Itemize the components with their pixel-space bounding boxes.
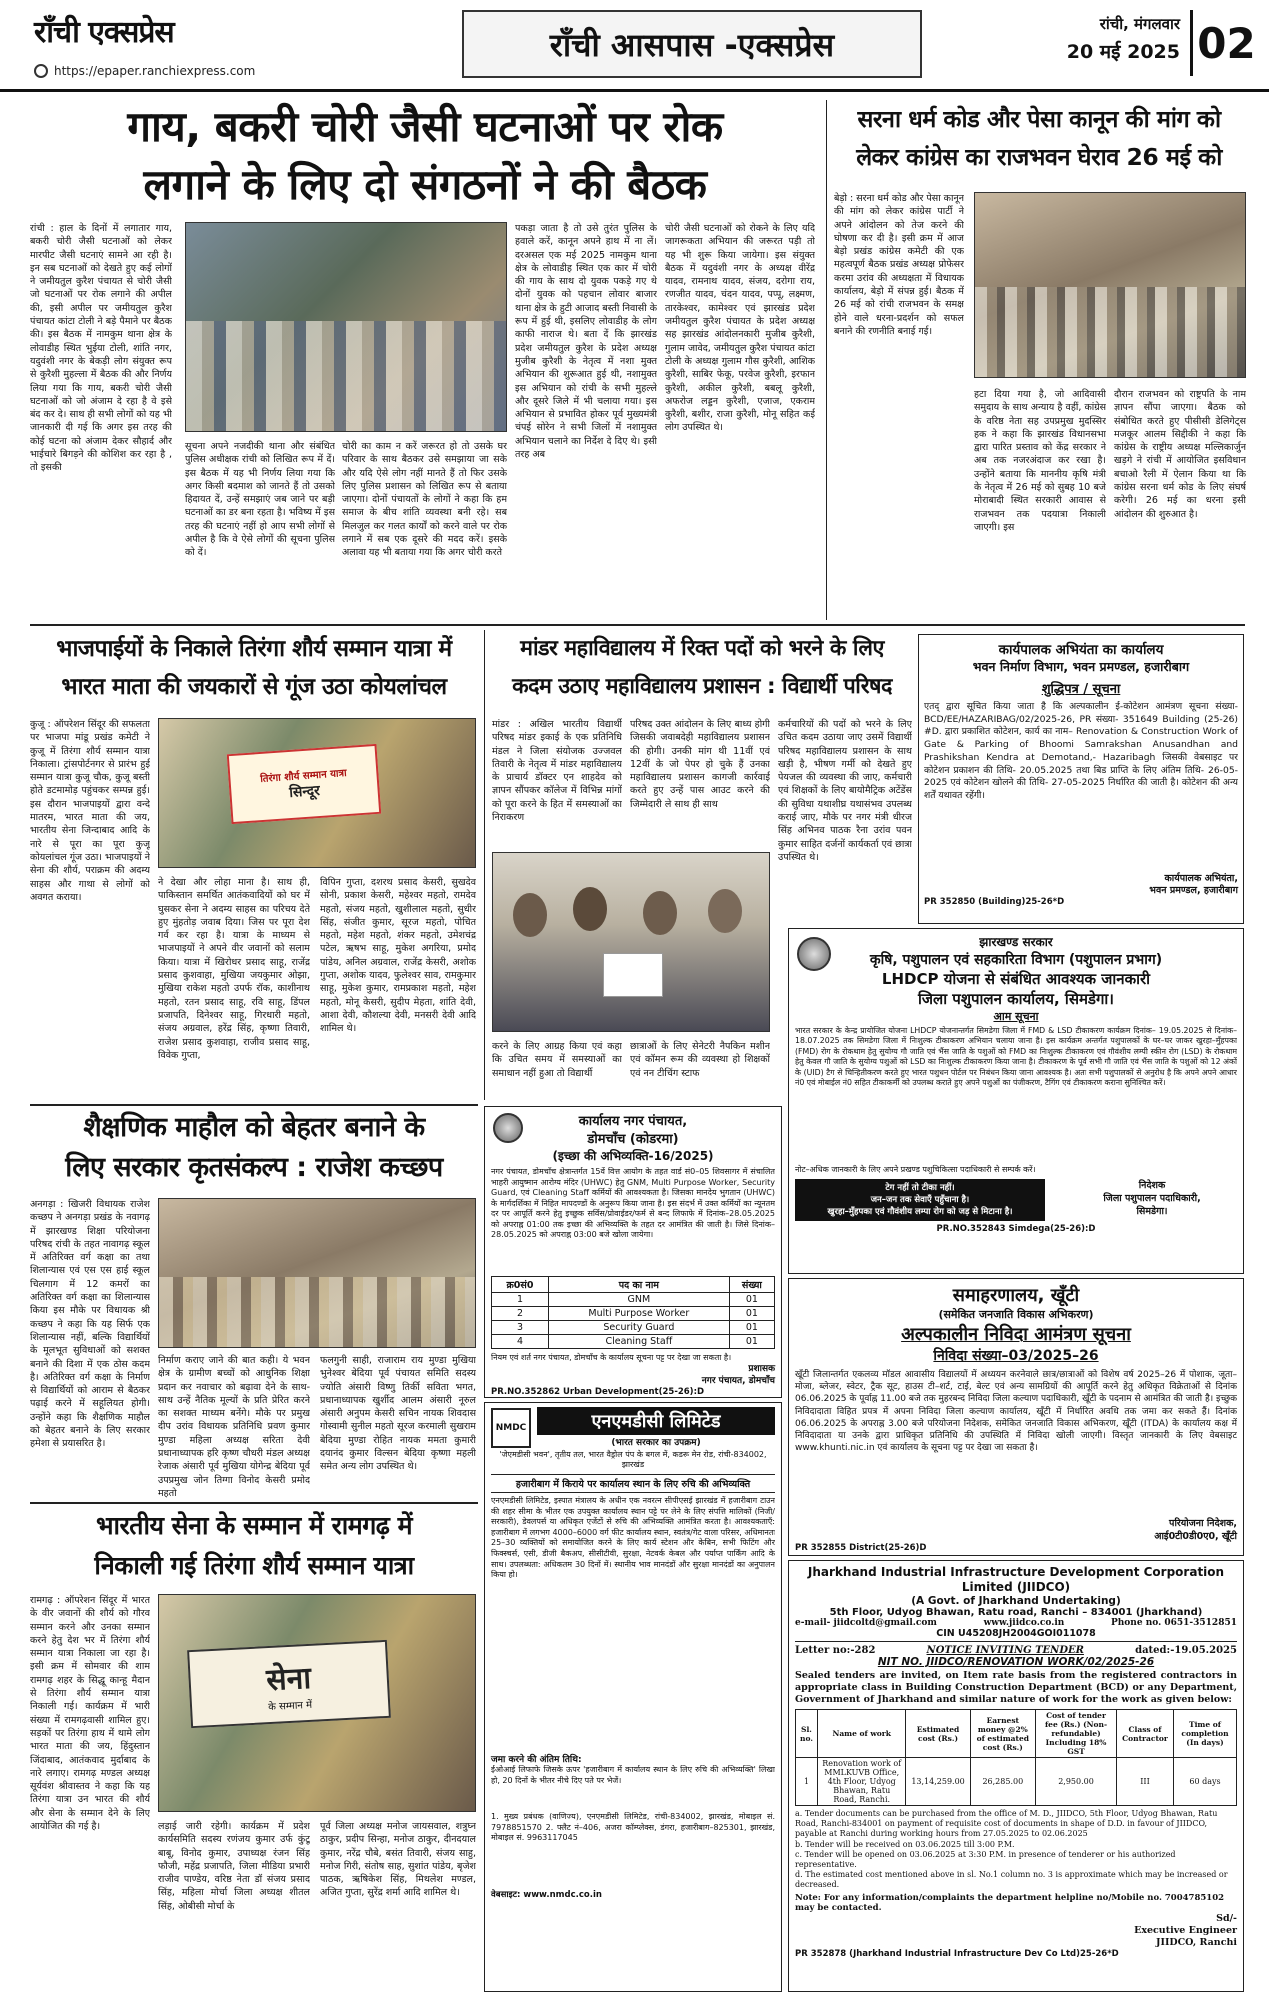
paper-logo [34, 10, 284, 52]
divider [30, 624, 1245, 626]
letter-number: Letter no:-282 [795, 1645, 876, 1656]
contact-text: 1. मुख्य प्रबंधक (वाणिज्य), एनएमडीसी लिमिटेड, रांची-834002, झारखंड, मोबाइल सं. 7978851570 2. फ्लैट नं–406, अजरा कॉम्प्लेक्स, डंगरा, हजारीबाग–825301, झारखंड, मोबाइल सं. 9963117045 [491, 1812, 775, 1843]
signature-line-3: JIIDCO, Ranchi [1156, 1936, 1237, 1948]
story-education [30, 1108, 478, 1500]
rally-photo [158, 718, 476, 868]
posts-table [491, 1276, 775, 1349]
story-column-3: विपिन गुप्ता, दशरथ प्रसाद केसरी, सुखदेव सोनी, प्रकाश केसरी, महेश्वर महतो, रामदेव महतो, संजय महतो, खुशीलाल महतो, सुधीर सिंह, संजीत कुमार, सूरज महतो, पोचित महतो, महेश महतो, शंकर महतो, उमेशचंद्र पटेल, ऋषभ साहू, मुकेश अगरिया, प्रमोद पांडेय, अनिल अग्रवाल, राजेंद्र केसरी, अशोक गुप्ता, अशोक यादव, फुलेश्वर साव, रामकुमार साहू, मुकेश कुमार, रामप्रकाश महतो, महेश महतो, मोनू केसरी, सुदीप मेहता, शांति देवी, आशा देवी, कौशल्या देवी, मनसरी देवी आदि शामिल थे। [320, 877, 476, 1035]
col-header: Cost of tender fee (Rs.) (Non-refundable) Including 18% GST [1035, 1710, 1116, 1758]
nmdc-logo-icon: NMDC [491, 1408, 531, 1448]
story-column-1: रांची : हाल के दिनों में लगातार गाय, बकरी चोरी जैसी घटनाओं को लेकर मारपीट जैसी घटनाएं सामने आ रही है। इन सब घटनाओं को देखते हुए कई लोगों ने जमीयतुल कुरैश पंचायत से चोरी जैसी जो घटनाओं पर रोक लगाने की अपील की, इसी अपील पर जमीयतुल कुरैश पंचायत कांटा टोली ने बड़े पैमाने पर बैठक की। इस बैठक में नामकुम थाना क्षेत्र के लोवाडीह स्थित भुईया टोली, शांति नगर, यदुवंशी नगर के बेकड़ी लोग संयुक्त रूप से कुरैशी मुहल्ला में बैठक की और निर्णय लिया गया कि गाय, बकरी चोरी जैसी घटनाओं को जो अंजाम दे रहा है वे इसे बंद कर दे। साथ ही सभी लोगों को यह भी जानकारी दी गई कि अगर इस तरह की कोई घटना को अंजाम देकर सौहार्द और भाईचारे बिगड़ने की कोशिश कर रहा है , तो इसकी [30, 223, 172, 474]
meeting-photo [185, 222, 507, 432]
ad-address: 'जेएमडीसी भवन', तृतीय तल, भारत वैड्रोल पंप के बगल में, कडरू मेन रोड, रांची-834002, झारखंड [499, 1450, 767, 1469]
website-link[interactable]: www.jiidco.co.in [983, 1618, 1065, 1628]
headline-line-1: भारतीय सेना के सम्मान में रामगढ़ में [95, 1511, 413, 1540]
signature-line-2: नगर पंचायत, डोमचाँच [701, 1376, 775, 1386]
foundation-stone-photo [158, 1198, 476, 1348]
divider [30, 1104, 478, 1106]
col-header: Estimated cost (Rs.) [906, 1710, 970, 1758]
col-header: Name of work [818, 1710, 906, 1758]
headline-line-2: लेकर कांग्रेस का राजभवन घेराव 26 मई को [856, 143, 1222, 171]
ad-title-2: डोमचाँच (कोडरमा) [587, 1132, 679, 1147]
cell: 01 [729, 1293, 774, 1307]
ad-nmdc-eoi [484, 1402, 782, 1992]
ad-body: एनएमडीसी लिमिटेड, इस्पात मंत्रालय के अधीन एक नवरत्न सीपीएसई झारखंड में हजारीबाग टाउन की शहर सीमा के भीतर एक उपयुक्त कार्यालय स्थान पट्टे पर लेने के लिए संपत्ति मालिकों (निजी/सरकारी), डेवलपर्स या अधिकृत एजेंटों से रुचि की अभिव्यक्ति आमंत्रित करता है। आवश्यकताएँ: हजारीबाग में लगभग 4000–6000 वर्ग फीट कार्यालय स्थान, स्वतंत्र/गेट वाला परिसर, अधिमानतः 25–30 व्यक्तियों को समायोजित करने के लिए कार्य स्टेशन और केबिन, सभी फिटिंग और फिक्स्चर्स, एसी, डीजी बैकअप, सीसीटीवी, सुरक्षा, नेटवर्क केबल और पर्याप्त पार्किंग आदि के साथ। उपलब्धता: अधिकतम 30 दिनों में। स्थानीय भाव मानदंडों और सुरक्षा मानदंडों का अनुपालन किया हो। [491, 1496, 775, 1580]
ad-jiidco-tender [788, 1560, 1244, 1992]
headline-line-2: भारत माता की जयकारों से गूंज उठा कोयलांचल [61, 674, 447, 700]
ad-title-4: जिला पशुपालन कार्यालय, सिमडेगा। [918, 990, 1114, 1008]
story-column-2: हटा दिया गया है, जो आदिवासी समुदाय के साथ अन्याय है वहीं, कांग्रेस के वरिष्ठ नेता सह उपप्रमुख मुदस्सिर हक ने कहा कि झारखंड विधानसभा द्वारा पारित प्रस्ताव को केंद्र सरकार ने अब तक नजरअंदाज कर रखा है। उन्होंने बताया कि माननीय कृषि मंत्री के नेतृत्व में 26 मई को सुबह 10 बजे मोराबादी स्थित सरकारी आवास से राजभवन तक पदयात्रा निकाली जाएगी। इस [974, 389, 1106, 533]
epaper-url[interactable]: https://epaper.ranchiexpress.com [54, 64, 256, 78]
cell: 2 [492, 1307, 549, 1321]
globe-icon [34, 64, 48, 78]
story-column-3: पूर्व जिला अध्यक्ष मनोज जायसवाल, शत्रुघ्न ठाकुर, प्रदीप सिन्हा, मनोज ठाकुर, दीनदयाल कुमार, नरेंद्र चौबे, बसंत तिवारी, संजय साहु, मनोज गिरी, संतोष साह, सुशांत पांडेय, बृजेश पाठक, ऋषिकेश सिंह, मिथलेश मण्डल, अजित गुप्ता, सुरेंद्र शर्मा आदि शामिल थे। [320, 1821, 476, 1899]
jharkhand-emblem-icon [797, 937, 831, 971]
story-column-4: पकड़ा जाता है तो उसे तुरंत पुलिस के हवाले करें, कानून अपने हाथ में ना लें। दरअसल एक मई 2025 नामकुम थाना क्षेत्र के लोवाडीह स्थित एक कार में चोरी की गाय के साथ दो युवक पकड़े गए थे दोनों युवक को पहचान लोवार बाजार थाना क्षेत्र के हुटी आजाद बस्ती निवासी के रूप में हुई थी, इसलिए लोवाडीह के लोग काफी नाराज थे। बता दें कि झारखंड प्रदेश जमीयतुल कुरैश के प्रदेश अध्यक्ष मुजीब कुरैशी के नेतृत्व में नशा मुक्त अभियान की शुरूआत हुई थी, नशामुक्त इस अभियान को रांची के सभी मुहल्ले और दूसरे जिले में भी चलाया गया। इस अभियान से प्रभावित होकर पूर्व मुख्यमंत्री चंपई सोरेन ने सभी जिलों में नशामुक्त अभियान चलाने का निर्देश दे दिए थे। इसी तरह अब [515, 223, 657, 461]
url-bar[interactable] [34, 60, 294, 82]
col-header: Earnest money @2% of estimated cost (Rs.) [970, 1710, 1035, 1758]
story-column-2: परिषद उक्त आंदोलन के लिए बाध्य होगी जिसकी जवाबदेही महाविद्यालय प्रशासन की होगी। उनकी मांग थी 11वीं एवं 12वीं के जो पेपर हो चुके हैं उनका महाविद्यालय प्रशासन कागजी कार्रवाई करते हुए उन्हें पास आउट करने की जिम्मेदारी ले साथ ही साथ [630, 719, 770, 810]
ad-footer: नियम एवं शर्त नगर पंचायत, डोमचाँच के कार्यालय सूचना पट्ट पर देखा जा सकता है। [491, 1353, 732, 1362]
cell: 26,285.00 [970, 1758, 1035, 1806]
ad-subtitle: अल्पकालीन निविदा आमंत्रण सूचना [901, 1324, 1131, 1345]
headline-line-2: लिए सरकार कृतसंकल्प : राजेश कच्छप [65, 1152, 443, 1183]
pr-number: PR.NO.352862 Urban Development(25-26):D [491, 1387, 705, 1397]
story-bottom-1: करने के लिए आग्रह किया एवं कहा कि उचित समय में समस्याओं का समाधान नहीं हुआ तो विद्यार्थी [492, 1041, 622, 1079]
table-row [492, 1293, 775, 1307]
table-row [492, 1321, 775, 1335]
story-column-1: मांडर : अखिल भारतीय विद्यार्थी परिषद मांडर इकाई के एक प्रतिनिधि मंडल ने जिला संयोजक उज्जवल तिवारी के नेतृत्व में मांडर महाविद्यालय के प्राचार्य डॉक्टर एन शाहदेव को ज्ञापन सौंपकर कॉलेज में विभिन्न मांगों को पूरा करने के हित में समस्याओं का निराकरण [492, 719, 622, 824]
paper-name: राँची एक्सप्रेस [34, 15, 174, 50]
story-column-1: कुजू : ऑपरेशन सिंदूर की सफलता पर भाजपा मांडू प्रखंड कमेटी ने कुजू में तिरंगा शौर्य सम्मान यात्रा निकाला। ट्रांसपोर्टनगर से प्रारंभ हुई सम्मान यात्रा कुजू चौक, कुजू बस्ती होते डटमामोड़ पहुंचकर सम्पन्न हुई। इस दौरान भाजपाइयों द्वारा वन्दे मातरम, भारत माता की जय, भारतीय सेना जिन्दाबाद आदि के नारे से पूरा का पूरा कुजू कोयलांचल गूंज उठा। भाजपाइयों ने सेना की शौर्य, पराक्रम की अदम्य साहस और गाथा से लोगों को अवगत कराया। [30, 719, 150, 903]
ramgarh-rally-photo [158, 1594, 476, 1812]
ad-title-2: कृषि, पशुपालन एवं सहकारिता विभाग (पशुपालन प्रभाग) [869, 952, 1163, 968]
website-link[interactable]: वेबसाइट: www.nmdc.co.in [491, 1890, 602, 1900]
divider [826, 100, 827, 620]
nit-number: NIT NO. JIIDCO/RENOVATION WORK/02/2025-26 [877, 1656, 1155, 1668]
ad-title-2: भवन निर्माण विभाग, भवन प्रमण्डल, हजारीबाग [972, 659, 1190, 674]
email[interactable]: e-mail- jiidcoltd@gmail.com [795, 1618, 937, 1628]
cell: Security Guard [548, 1321, 729, 1335]
city-day: रांची, मंगलवार [1099, 15, 1180, 33]
rally-banner [227, 744, 382, 824]
signature-line-1: कार्यपालक अभियंता, [1164, 873, 1238, 884]
ad-address: 5th Floor, Udyog Bhawan, Ratu road, Ranchi – 834001 (Jharkhand) [829, 1607, 1203, 1618]
congress-meeting-photo [974, 192, 1246, 378]
banner-small-text: सिन्दूर [288, 782, 321, 801]
sena-sub-text: के सम्मान में [267, 1699, 313, 1713]
story-column-3: फलगुनी साही, राजाराम राय मुण्डा मुखिया भुनेश्वर बेदिया पूर्व पंचायत समिति सदस्य ज्योति अंसारी विष्णु तिर्की सविता भगत, प्रधानाध्यापक खुर्शीद आलम अंसारी नूरुल अंसारी अनुपम केसरी सचिन नायक शिवदास गोस्वामी सुनील महतो सूरज करमाली सुखराम बेदिया मुण्डा रोहित नायक ममता कुमारी दयानंद कुमार विल्सन बेदिया कृष्णा महली समेत अन्य लोग उपस्थित थे। [320, 1355, 476, 1473]
cell: Renovation work of MMLKUVB Office, 4th Floor, Udyog Bhawan, Ratu Road, Ranchi. [818, 1758, 906, 1806]
headline-line-1: मांडर महाविद्यालय में रिक्त पदों को भरने के लिए [520, 636, 884, 661]
date-block [1000, 14, 1180, 74]
memorandum-photo [492, 852, 770, 1032]
ad-body: भारत सरकार के केन्द्र प्रायोजित योजना LHDCP योजनान्तर्गत सिमडेगा जिला में FMD & LSD टीकाकरण कार्यक्रम दिनांक– 19.05.2025 से दिनांक– 18.07.2025 तक सिमडेगा जिला में निःशुल्क टीकाकरण अभियान चलाया जाना है। इस कार्यक्रम अन्तर्गत पशुपालकों के घर–घर जाकर खुरहा–मुँहपका (FMD) रोग के रोकथाम हेतु सुयोग्य गौ जाति एवं भैंस जाति के पशुओं को FMD का निःशुल्क टीकाकरण एवं गौवंशीय लम्पी स्कीन रोग (LSD) के रोकथाम हेतु केवल गौ जाति के सुयोग्य पशुओं को LSD का निःशुल्क टीकाकरण किया जाना है। टीकाकरण के पूर्व सभी गौ जाति एवं भैंस जाति के पशुओं को 12 अंकों के (UID) टैग से चिन्हितीकरण करते हुए भारत पशुधन पोर्टल पर निबंधन किया जाना आवश्यक है। अतः सभी पशुपालकों से अनुरोध है कि अपने अपने आधार नं0 एवं मोबाईल नं0 सहित टीकाकर्मी को उपलब्ध कराते हुए अपने पशुओं का पंजीकरण, टैगिंग एवं टीकाकरण कराना सुनिश्चित करें। [795, 1026, 1237, 1088]
cell: 60 days [1173, 1758, 1236, 1806]
pr-number: PR.NO.352843 Simdega(25-26):D [936, 1224, 1096, 1234]
table-row [492, 1335, 775, 1349]
ad-subtitle: (इच्छा की अभिव्यक्ति-16/2025) [552, 1149, 714, 1163]
masthead [0, 0, 1269, 92]
banner-text: तिरंगा शौर्य सम्मान यात्रा [259, 767, 348, 785]
signature-line-1: प्रशासक [748, 1364, 775, 1374]
ad-title-2: (समेकित जनजाति विकास अभिकरण) [938, 1308, 1094, 1321]
page-number: 02 [1190, 10, 1260, 76]
cell: 1 [492, 1293, 549, 1307]
cell: 2,950.00 [1035, 1758, 1116, 1806]
cell: III [1117, 1758, 1174, 1806]
note-b: b. Tender will be received on 03.06.2025 till 3:00 P.M. [795, 1839, 1015, 1849]
ad-title-1: समाहरणालय, खूँटी [952, 1285, 1080, 1306]
ad-subtitle: आम सूचना [993, 1010, 1039, 1023]
notes [795, 1809, 1237, 1891]
ad-simdega-lhdcp [788, 928, 1244, 1274]
cell: GNM [548, 1293, 729, 1307]
tender-table [795, 1709, 1237, 1806]
headline-line-1: सरना धर्म कोड और पेसा कानून की मांग को [857, 105, 1221, 133]
signature-line-1: Sd/- [1216, 1912, 1237, 1924]
cell: 1 [796, 1758, 818, 1806]
note-d: d. The estimated cost mentioned above in sl. No.1 column no. 3 is approximate which may be increased or decreased. [795, 1870, 1228, 1890]
signature-line-2: भवन प्रमण्डल, हजारीबाग [1149, 885, 1238, 896]
signature-line-1: परियोजना निदेशक, [1169, 1518, 1237, 1529]
story-column-1: अनगड़ा : खिजरी विधायक राजेश कच्छप ने अनगड़ा प्रखंड के नवागढ़ में झारखण्ड शिक्षा परियोजना परिषद रांची के तहत नावागढ़ स्कूल में अतिरिक्त वर्ग कक्षा का तथा शिलान्यास एवं एस एस हाई स्कूल चिलगाग में 12 कमरों का अतिरिक्त वर्ग कक्षा का शिलान्यास किया इस मौके पर विधायक श्री कच्छप ने कहा कि यह सिर्फ एक शिलान्यास नहीं, बल्कि विद्यार्थियों के मूलभूत सुविधाओं को सशक्त बनाने की दिशा में एक ठोस कदम है। अतिरिक्त वर्ग कक्षा के निर्माण से विद्यार्थियों को आराम से बैठकर पढ़ाई करने में सहूलियत होगी। उन्होंने कहा कि शैक्षणिक माहौल को बेहतर बनाने के लिए सरकार हमेशा से प्रयासरित है। [30, 1199, 150, 1450]
ad-headline: हजारीबाग में किराये पर कार्यालय स्थान के लिए रुचि की अभिव्यक्ति [491, 1474, 775, 1493]
table-header [796, 1710, 1237, 1758]
ad-subtitle: (A Govt. of Jharkhand Undertaking) [911, 1595, 1121, 1607]
story-bottom-2: छात्राओं के लिए सेनेटरी नैपकिन मशीन एवं कॉमन रूम की व्यवस्था हो शिक्षकों एवं नन टीचिंग स्टाफ [630, 1041, 770, 1079]
story-column-2: निर्माण कराए जाने की बात कही। ये भवन क्षेत्र के ग्रामीण बच्चों को आधुनिक शिक्षा प्रदान कर नवाचार को बढ़ावा देने के साथ-साथ उन्हें नैतिक मूल्यों के प्रति प्रेरित करने का सशक्त माध्यम बनेंगे। मौके पर प्रमुख दीप उरांव विधायक प्रतिनिधि प्रवण कुमार मुण्डा महिला अध्यक्ष सरिता देवी प्रधानाध्यापक हरि कृष्ण चौधरी मंडल अध्यक्ष रेजाक अंसारी पूर्व मुखिया योगेन्द्र बेदिया पूर्व उपप्रमुख जोन तिग्गा विनोद केसरी प्रमोद महतो [158, 1355, 310, 1498]
ad-note: नोट–अधिक जानकारी के लिए अपने प्रखण्ड पशुचिकित्सा पदाधिकारी से सम्पर्क करें। [795, 1165, 1036, 1174]
ad-body: एतद् द्वारा सूचित किया जाता है कि अल्पकालीन ई-कोटेशन आमंत्रण सूचना संख्या- BCD/EE/HAZARIBAG/02/2025-26, PR संख्या- 351649 Building (25-26) #D. द्वारा प्रकाशित कोटेशन, कार्य का नाम– Renovation & Construction Work of Gate & Parking of Bhoomi Samrakshan Anusandhan and Prashikshan Kendra at Demotand,- Hazaribagh जिसकी वेबसाइट पर कोटेशन प्रकाशन की तिथि- 20.05.2025 तथा बिड प्राप्ति के लिए अंतिम तिथि- 26-05-2025 एवं कोटेशन खोलने की तिथि- 27-05-2025 निर्धारित की जाती है। कोटेशन की अन्य शर्तें यथावत रहेंगी। [924, 701, 1238, 801]
headline-line-1: भाजपाईयों के निकाले तिरंगा शौर्य सम्मान यात्रा में [56, 636, 452, 662]
issue-date: 20 मई 2025 [1066, 41, 1180, 63]
ad-khunti-tender [788, 1278, 1244, 1556]
table-row [796, 1758, 1237, 1806]
story-column-5: चोरी जैसी घटनाओं को रोकने के लिए यदि जागरूकता अभियान की जरूरत पड़ी तो यह भी शुरू किया जायेगा। इस संयुक्त बैठक में यदुवंशी नगर के अध्यक्ष वीरेंद्र यादव, रामनाथ यादव, संजय, दरोगा राय, रणजीत यादव, चंदन यादव, पप्पू, लक्ष्मण, तारकेश्वर, कामेश्वर एवं झारखंड प्रदेश जमीयतुल कुरैश पंचायत के प्रदेश अध्यक्ष सह झारखंड आंदोलनकारी मुजीब कुरैशी, गुलाम जावेद, जमीयतुल कुरैश पंचायत कांटा टोली के अध्यक्ष गुलाम गौस कुरैशी, आशिक कुरैशी, साबिर फेकू, परवेज कुरैशी, इरफान कुरैशी, अकील कुरैशी, बबलू कुरैशी, अफरोज लड्डन कुरैशी, एजाज, एकराम कुरैशी, बशीर, राजा कुरैशी, मोनू सहित कई लोग उपस्थित थे। [665, 223, 815, 434]
note-a: a. Tender documents can be purchased from the office of M. D., JIIDCO, 5th Floor, Udyog Bhawan, Ratu Road, Ranchi-834001 on payment of requisite cost of documents in shape of D.D. in favour of JIIDCO, payable at Ranchi during working hours from 27.05.2025 to 02.06.2025 [795, 1809, 1218, 1839]
signature-line-2: Executive Engineer [1134, 1924, 1237, 1936]
sena-banner [187, 1640, 391, 1728]
ad-title-1: कार्यालय नगर पंचायत, [578, 1114, 688, 1129]
signature-line-2: आई0टी0डी0ए0, खूँटी [1154, 1531, 1237, 1542]
pr-number: PR 352878 (Jharkhand Industrial Infrastructure Dev Co Ltd)25-26*D [795, 1948, 1119, 1959]
story-column-1: रामगढ़ : ऑपरेशन सिंदूर में भारत के वीर जवानों की शौर्य को गौरव सम्मान करने और उनका सम्मान करने हेतु देश भर में तिरंगा शौर्य सम्मान यात्रा निकाला जा रहा है। इसी क्रम में सोमवार की शाम रामगढ़ शहर के सिद्धू कान्हू मैदान से तिरंगा शौर्य सम्मान यात्रा निकाली गई। कार्यक्रम में भारी संख्या में रामगढ़वासी शामिल हुए। सड़कों पर तिरंगा हाथ में थामे लोग भारत माता की जय, हिंदुस्तान जिंदाबाद, आतंकवाद मुर्दाबाद के नारे लगाए। रामगढ़ मण्डल अध्यक्ष सूर्यवंश श्रीवास्तव ने कहा कि यह तिरंगा यात्रा उन भारत की शौर्य और सेना के सम्मान देने के लिए आयोजित की गई है। [30, 1595, 150, 1833]
story-column-3: चोरी का काम न करें जरूरत हो तो उसके घर परिवार के साथ बैठकर उसे समझाया जा सके और यदि ऐसे लोग नहीं मानते हैं तो फिर उसके लिए पुलिस प्रशासन को लिखित रूप से बताया जाएगा। दोनों पंचायतों के लोगों ने कहा कि हम समाज के बीच शांति व्यवस्था बनी रहे। सब मिलजुल कर गलत कार्यों को करने वाले पर रोक लगाने में सब एक दूसरे की मदद करें। इसके अलावा यह भी बताया गया कि अगर चोरी करते [342, 441, 507, 559]
cell: 01 [729, 1321, 774, 1335]
ad-subtitle: (भारत सरकार का उपक्रम) [611, 1438, 701, 1448]
table-header [492, 1277, 775, 1293]
col-header: Time of completion (In days) [1173, 1710, 1236, 1758]
story-column-1: बेड़ो : सरना धर्म कोड और पेसा कानून की मांग को लेकर कांग्रेस पार्टी ने अपने आंदोलन को तेज करने की घोषणा कर दी है। इसी क्रम में आज बेड़ो प्रखंड कांग्रेस कमेटी की एक महत्वपूर्ण बैठक प्रखंड अध्यक्ष प्रोफेसर करमा उरांव की अध्यक्षता में विधायक कार्यालय, बेड़ो में संपन्न हुई। बैठक में 26 मई को रांची राजभवन के समक्ष होने वाले धरना-प्रदर्शन को सफल बनाने की रणनीति बनाई गई। [834, 193, 964, 337]
ad-domchanch-eoi [484, 1106, 782, 1398]
col-header-post: पद का नाम [548, 1277, 729, 1293]
headline-line-2: कदम उठाए महाविद्यालय प्रशासन : विद्यार्थी परिषद [512, 674, 892, 699]
ad-signature [924, 873, 1238, 897]
signature-line-1: निदेशक [1138, 1180, 1166, 1191]
notice-date: dated:-19.05.2025 [1135, 1645, 1237, 1656]
notice-title: NOTICE INVITING TENDER [926, 1645, 1084, 1656]
slogan-3: खुरहा–मुँहपका एवं गौवंशीय लम्पा रोग को जड़ से मिटाना है। [827, 1207, 1013, 1217]
cell: Multi Purpose Worker [548, 1307, 729, 1321]
headline-line-2: लगाने के लिए दो संगठनों ने की बैठक [143, 160, 707, 209]
divider [484, 630, 485, 1100]
ad-body: नगर पंचायत, डोमचाँच क्षेत्रान्तर्गत 15वें वित्त आयोग के तहत वार्ड सं0–05 शिवसागर में संचालित भाहरी आयुष्मान आरोग्य मंदिर (UHWC) हेतु GNM, Multi Purpose Worker, Security Guard, एवं Cleaning Staff कर्मियों की आवश्यकता है। जिसका मानदेय भुगतान (UHWC) के मार्गदर्शिका में निहित मापदण्डों के अनुरूप किया जाना है। इस संदर्भ में उक्त कर्मियों का न्यूनतम दर पर आपूर्ति करने हेतु इच्छुक सर्विस/प्रोवाईडर/फर्म से बन्द लिफाफे में दिनांक–28.05.2025 को अपराह्न 01:00 तक इच्छा की अभिव्यक्ति के तहत दर आमंत्रित की जाती है। जिसे दिनांक–28.05.2025 को अपराह्न 03:00 बजे खोला जायेगा। [491, 1167, 775, 1239]
slogans [795, 1179, 1237, 1221]
ad-title-1: कार्यपालक अभियंता का कार्यालय [998, 642, 1164, 658]
story-column-3: कर्मचारियों की पदों को भरने के लिए उचित कदम उठाया जाए उसमें विद्यार्थी परिषद महाविद्यालय प्रशासन के साथ खड़ी है, भीषण गर्मी को देखते हुए पेयजल की व्यवस्था की जाए, कर्मचारी एवं शिक्षकों के लिए बायोमैट्रिक अटेंडेंस की सुविधा यथाशीघ्र यथासंभव उपलब्ध कराई जाए, मौके पर नगर मंत्री धीरज सिंह अभिनव पाठक रैना उरांव पवन कुमार साहित दर्जनों कार्यकर्ता एवं छात्रा उपस्थित थे। [778, 719, 912, 863]
phone: Phone no. 0651-3512851 [1110, 1618, 1237, 1628]
cin: CIN U45208JH2004GOI011078 [795, 1628, 1237, 1642]
signature-line-3: सिमडेगा। [1136, 1206, 1168, 1217]
cell: Cleaning Staff [548, 1335, 729, 1349]
section-banner [462, 10, 922, 78]
cell: 4 [492, 1335, 549, 1349]
cell: 3 [492, 1321, 549, 1335]
tender-number: निविदा संख्या–03/2025–26 [933, 1348, 1099, 1364]
table-row [492, 1307, 775, 1321]
slogan-1: टेग नहीं तो टीका नहीं। [885, 1183, 955, 1193]
ad-title: Jharkhand Industrial Infrastructure Development Corporation Limited (JIIDCO) [807, 1565, 1225, 1594]
story-tiranga-koylanchal [30, 630, 478, 1100]
jharkhand-emblem-icon [493, 1113, 523, 1143]
deadline-title: जमा करने की अंतिम तिथि: [491, 1755, 582, 1765]
headline-line-2: निकाली गई तिरंगा शौर्य सम्मान यात्रा [94, 1551, 414, 1580]
divider [30, 1502, 478, 1504]
ad-title-3: LHDCP योजना से संबंधित आवश्यक जानकारी [881, 970, 1151, 988]
section-title: राँची आसपास -एक्सप्रेस [549, 25, 835, 64]
note-c: c. Tender will be opened on 03.06.2025 at 3:30 P.M. in presence of tenderer or his authorized representative. [795, 1849, 1176, 1870]
note-helpline: Note: For any information/complaints the department helpline no/Mobile no. 7004785102 may be contacted. [795, 1892, 1225, 1913]
pr-number: PR 352850 (Building)25-26*D [924, 897, 1065, 907]
ad-title-1: झारखण्ड सरकार [979, 935, 1053, 949]
ad-body: खूँटी जिलान्तर्गत एकलव्य मॉडल आवासीय विद्यालयों में अध्ययन करनेवाले छात्र/छात्राओं को विशेष वर्ष 2025–26 में पोशाक, जूता–मोजा, ब्लेजर, स्वेटर, ट्रैक सूट, हाउस टी–शर्ट, टाई, बेल्ट एवं अन्य सामग्रियों की आपूर्ति करने हेतु अधिकृत विक्रेताओं से दिनांक 06.06.2025 के पूर्वाह्न 11.00 बजे तक मुहरबन्द निविदा जिला कल्याण पदाधिकारी, खूँटी के पदनाम से आमंत्रित की जाती है। इच्छुक निविदादाता विहित प्रपत्र में अपना निविदा जिला कल्याण कार्यालय, खूँटी में निर्धारित अवधि तक जमा कर सकते हैं। दिनांक 06.06.2025 के अपराह्न 3.00 बजे परियोजना निदेशक, समेकित जनजाति विकास अभिकरण, खूँटी (ITDA) के कार्यालय कक्ष में निविदादाता या उनके द्वारा प्राधिकृत प्रतिनिधि की उपस्थिति में निविदा खोली जाएगी। विस्तृत जानकारी के लिए वेबसाइट www.khunti.nic.in एवं कार्यालय के सूचना पट्ट पर देखा जा सकता है। [795, 1370, 1237, 1454]
col-header: Class of Contractor [1117, 1710, 1174, 1758]
deadline-text: ईओआई लिफाफे जिसके ऊपर 'हजारीबाग में कार्यालय स्थान के लिए रुचि की अभिव्यक्ति' लिखा हो, 20 दिनों के भीतर नीचे दिए पते पर भेजें। [491, 1765, 775, 1785]
story-column-2: लड़ाई जारी रहेगी। कार्यक्रम में प्रदेश कार्यसमिति सदस्य रणंजय कुमार उर्फ कुंटू बाबू, विनोद कुमार, उपाध्यक्ष रंजन सिंह फौजी, महेंद्र प्रजापति, जिला मीडिया प्रभारी राजीव पाण्डेय, वरिष्ठ नेता डॉ संजय प्रसाद सिंह, महिला मोर्चा जिला अध्यक्ष शीतल सिंह, ओबीसी मोर्चा के [158, 1821, 310, 1912]
sena-text: सेना [265, 1660, 312, 1698]
signature-line-2: जिला पशुपालन पदाधिकारी, [1103, 1193, 1201, 1204]
ad-subtitle: शुद्धिपत्र / सूचना [1041, 682, 1121, 697]
notice-row [795, 1645, 1237, 1656]
ad-body: Sealed tenders are invited, on Item rate basis from the registered contractors in appropriate class in Building Construction Department (BCD) or any Department, Government of Jharkhand and similar nature of work for the work as given below: [795, 1670, 1237, 1705]
story-ramgarh-tiranga [30, 1506, 478, 1992]
slogan-2: जन–जन तक सेवाएँ पहुँचाना है। [870, 1195, 970, 1205]
story-sarna-code [834, 100, 1244, 620]
ad-hazaribag-corrigendum [918, 634, 1244, 924]
cell: 13,14,259.00 [906, 1758, 970, 1806]
story-column-2: सूचना अपने नजदीकी थाना और संबंधित पुलिस अधीक्षक रांची को लिखित रूप में दें। इस बैठक में यह भी निर्णय लिया गया कि अगर किसी बदमाश को जानते हैं तो उसको हिदायत दें, उन्हें समझाएं जब जाने पर बड़ी घटनाओं का डर बना रहता है। भविष्य में इस तरह की घटनाएं नहीं हो आप सभी लोगों से अपील है कि वे ऐसे लोगों की सूचना पुलिस को दें। [185, 441, 335, 559]
headline-line-1: गाय, बकरी चोरी जैसी घटनाओं पर रोक [127, 102, 723, 151]
cell: 01 [729, 1335, 774, 1349]
story-column-3: दौरान राजभवन को राष्ट्रपति के नाम ज्ञापन सौंपा जाएगा। बैठक को संबोधित करते हुए पीसीसी डेलिगेट्स मजकूर आलम सिद्दीकी ने कहा कि कांग्रेस के राष्ट्रीय अध्यक्ष मल्लिकार्जुन खड़गे ने रांची में आयोजित इसविधान बचाओ रैली में ऐलान किया था कि कांग्रेस सरना धर्म कोड के लिए संघर्ष करेगी। 26 मई का धरना इसी आंदोलन की शुरुआत है। [1114, 389, 1246, 520]
pr-number: PR 352855 District(25-26)D [795, 1543, 927, 1553]
contact-row [795, 1618, 1237, 1628]
col-header-serial: क्र0सं0 [492, 1277, 549, 1293]
story-cow-theft [30, 100, 820, 620]
headline-line-1: शैक्षणिक माहौल को बेहतर बनाने के [83, 1112, 425, 1143]
story-column-2: ने देखा और लोहा माना है। साथ ही, पाकिस्तान समर्थित आतंकवादियों को घर में घुसकर सेना ने अदम्य साहस का परिचय देते हुए मुंहतोड़ जवाब दिया। जिस पर पूरा देश गर्व कर रहा है। यात्रा के माध्यम से भाजपाइयों ने अपने वीर जवानों को सलाम किया। यात्रा में खिरोधर प्रसाद साहू, राजेंद्र प्रसाद कुशवाहा, मुखिया जयकुमार ओझा, मुखिया राकेश महतो उपर्फ रॉक, काशीनाथ महतो, रतन प्रसाद साहू, रवि साहू, डिंपल प्रजापति, दिनेश्वर साहू, गिरधारी महतो, संजय अग्रवाल, हरेंद्र सिंह, कृष्णा तिवारी, राजेश प्रसाद कुशवाहा, राजीव प्रसाद साहू, विवेक गुप्ता, [158, 877, 310, 1061]
col-header-count: संख्या [729, 1277, 774, 1293]
col-header: Sl. no. [796, 1710, 818, 1758]
ad-title: एनएमडीसी लिमिटेड [537, 1407, 775, 1435]
cell: 01 [729, 1307, 774, 1321]
